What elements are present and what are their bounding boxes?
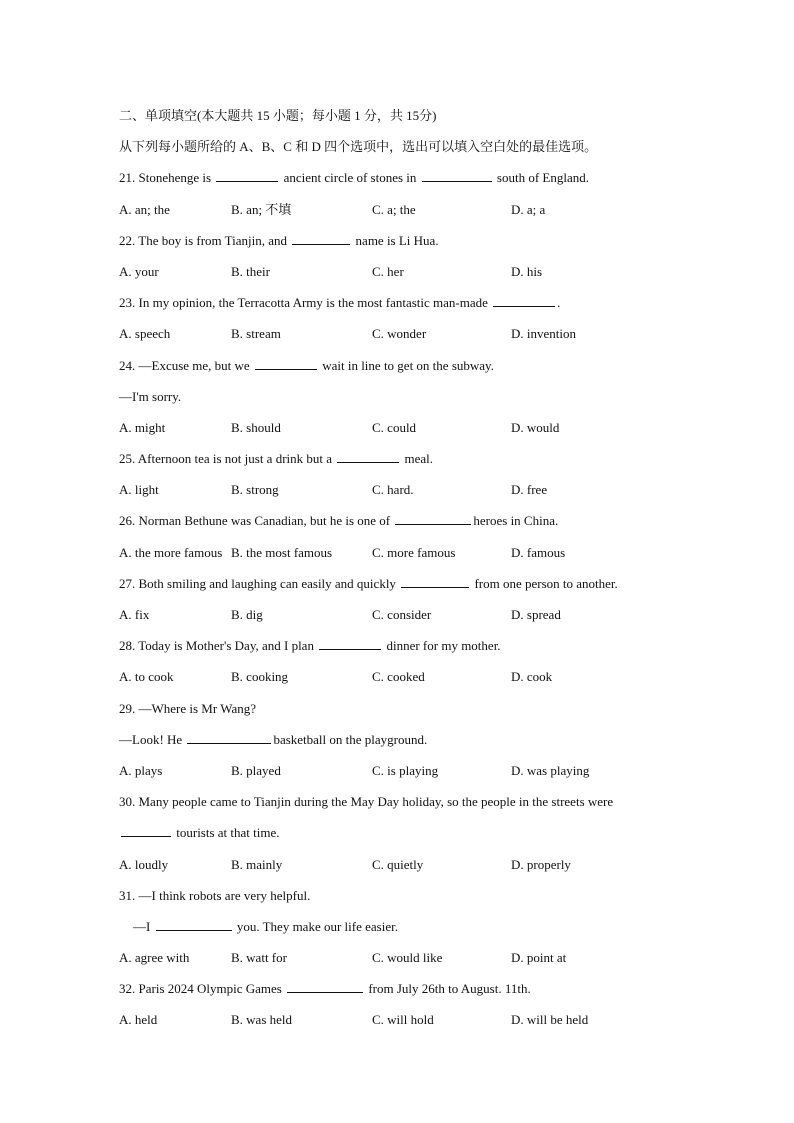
question-text: 26. Norman Bethune was Canadian, but he is one of xyxy=(119,513,394,529)
answer-blank[interactable] xyxy=(255,357,317,370)
question-31-line-1 xyxy=(119,880,694,911)
question-31-options xyxy=(119,942,694,973)
question-text: from one person to another. xyxy=(471,575,618,591)
question-text: dinner for my mother. xyxy=(383,638,501,654)
option-d[interactable]: D. famous xyxy=(511,544,566,560)
option-d[interactable]: D. point at xyxy=(511,950,567,966)
question-text: wait in line to get on the subway. xyxy=(318,357,494,373)
option-b[interactable]: B. strong xyxy=(231,482,279,498)
question-text: 28. Today is Mother's Day, and I plan xyxy=(119,638,318,654)
question-25-options xyxy=(119,474,694,505)
option-d[interactable]: D. was playing xyxy=(511,762,590,778)
option-a[interactable]: A. an; the xyxy=(119,201,170,217)
answer-blank[interactable] xyxy=(493,294,555,307)
question-32-line-1 xyxy=(119,973,694,1004)
question-text: 27. Both smiling and laughing can easily and quickly xyxy=(119,575,400,591)
question-30-line-1 xyxy=(119,786,694,817)
option-a[interactable]: A. the more famous xyxy=(119,544,223,560)
question-text: 25. Afternoon tea is not just a drink but a xyxy=(119,451,336,467)
answer-blank[interactable] xyxy=(292,232,350,245)
question-text: 23. In my opinion, the Terracotta Army is the most fantastic man-made xyxy=(119,295,492,311)
option-d[interactable]: D. would xyxy=(511,419,560,435)
question-text: name is Li Hua. xyxy=(352,232,439,248)
option-c[interactable]: C. consider xyxy=(372,607,432,622)
option-d[interactable]: D. a; a xyxy=(511,201,546,217)
question-32-options xyxy=(119,1004,694,1035)
question-30-line-2 xyxy=(119,817,694,848)
question-text: —I'm sorry. xyxy=(119,388,182,404)
question-28-line-1 xyxy=(119,630,694,661)
question-21-options xyxy=(119,194,694,225)
option-a[interactable]: A. speech xyxy=(119,326,171,342)
option-b[interactable]: B. mainly xyxy=(231,856,283,872)
question-text: —I xyxy=(133,918,154,934)
option-b[interactable]: B. should xyxy=(231,419,281,435)
option-a[interactable]: A. plays xyxy=(119,762,163,778)
option-d[interactable]: D. spread xyxy=(511,607,561,622)
question-text: tourists at that time. xyxy=(173,825,280,841)
option-a[interactable]: A. agree with xyxy=(119,950,190,966)
question-22-options xyxy=(119,256,694,287)
option-d[interactable]: D. free xyxy=(511,482,548,498)
section-instructions: 从下列每小题所给的 A、B、C 和 D 四个选项中，选出可以填入空白处的最佳选项。 xyxy=(119,139,598,155)
option-a[interactable]: A. light xyxy=(119,482,159,498)
answer-blank[interactable] xyxy=(287,980,363,993)
question-25-line-1 xyxy=(119,443,694,474)
option-b[interactable]: B. an; 不填 xyxy=(231,201,292,217)
option-c[interactable]: C. is playing xyxy=(372,762,439,778)
option-c[interactable]: C. could xyxy=(372,419,417,435)
answer-blank[interactable] xyxy=(121,824,171,837)
answer-blank[interactable] xyxy=(401,575,469,588)
question-text: 24. —Excuse me, but we xyxy=(119,357,253,373)
option-a[interactable]: A. held xyxy=(119,1012,158,1028)
question-22-line-1 xyxy=(119,225,694,256)
option-a[interactable]: A. fix xyxy=(119,607,150,622)
option-a[interactable]: A. loudly xyxy=(119,856,169,872)
option-c[interactable]: C. wonder xyxy=(372,326,427,342)
option-b[interactable]: B. cooking xyxy=(231,669,289,685)
option-d[interactable]: D. properly xyxy=(511,856,571,872)
option-c[interactable]: C. cooked xyxy=(372,669,425,685)
question-21-line-1 xyxy=(119,162,694,193)
question-text: —Look! He xyxy=(119,731,186,747)
option-c[interactable]: C. will hold xyxy=(372,1012,434,1028)
question-text: 22. The boy is from Tianjin, and xyxy=(119,232,291,248)
answer-blank[interactable] xyxy=(216,169,278,182)
option-c[interactable]: C. quietly xyxy=(372,856,424,872)
question-text: you. They make our life easier. xyxy=(233,918,398,934)
option-c[interactable]: C. more famous xyxy=(372,544,456,560)
question-26-line-1 xyxy=(119,505,694,536)
option-d[interactable]: D. his xyxy=(511,263,543,279)
question-24-options xyxy=(119,412,694,443)
answer-blank[interactable] xyxy=(319,637,381,650)
option-d[interactable]: D. invention xyxy=(511,326,576,342)
question-list xyxy=(119,162,694,1035)
question-text: 32. Paris 2024 Olympic Games xyxy=(119,981,286,997)
option-c[interactable]: C. hard. xyxy=(372,482,414,498)
question-text: south of England. xyxy=(493,170,589,186)
option-d[interactable]: D. will be held xyxy=(511,1012,589,1028)
question-24-line-2 xyxy=(119,381,694,412)
question-text: heroes in China. xyxy=(473,513,559,529)
answer-blank[interactable] xyxy=(422,169,492,182)
question-24-line-1 xyxy=(119,350,694,381)
option-c[interactable]: C. a; the xyxy=(372,201,416,217)
question-text: from July 26th to August. 11th. xyxy=(365,981,531,997)
exam-content xyxy=(119,100,694,1036)
question-text: basketball on the playground. xyxy=(273,731,428,747)
question-27-line-1 xyxy=(119,568,694,599)
question-31-line-2 xyxy=(119,911,694,942)
option-b[interactable]: B. the most famous xyxy=(231,544,333,560)
question-23-line-1 xyxy=(119,287,694,318)
option-c[interactable]: C. her xyxy=(372,263,404,279)
option-b[interactable]: B. stream xyxy=(231,326,281,342)
question-text: meal. xyxy=(401,451,434,467)
question-28-options xyxy=(119,661,694,692)
question-text: 21. Stonehenge is xyxy=(119,170,215,186)
option-b[interactable]: B. dig xyxy=(231,607,263,622)
question-text: 30. Many people came to Tianjin during the May Day holiday, so the people in the streets were xyxy=(119,794,614,810)
option-a[interactable]: A. to cook xyxy=(119,669,174,685)
question-29-options xyxy=(119,755,694,786)
option-b[interactable]: B. played xyxy=(231,762,281,778)
answer-blank[interactable] xyxy=(187,731,271,744)
option-b[interactable]: B. watt for xyxy=(231,950,287,966)
option-b[interactable]: B. their xyxy=(231,263,270,279)
question-26-options xyxy=(119,537,694,568)
option-a[interactable]: A. your xyxy=(119,263,159,279)
option-d[interactable]: D. cook xyxy=(511,669,553,685)
question-29-line-2 xyxy=(119,724,694,755)
question-text: . xyxy=(557,295,561,311)
question-text: ancient circle of stones in xyxy=(280,170,420,186)
option-b[interactable]: B. was held xyxy=(231,1012,293,1028)
answer-blank[interactable] xyxy=(337,450,399,463)
question-text: 29. —Where is Mr Wang? xyxy=(119,700,256,716)
answer-blank[interactable] xyxy=(156,918,232,931)
question-27-options xyxy=(119,599,694,630)
question-text: 31. —I think robots are very helpful. xyxy=(119,887,311,903)
answer-blank[interactable] xyxy=(395,512,471,525)
question-29-line-1 xyxy=(119,693,694,724)
section-heading: 二、单项填空(本大题共 15 小题；每小题 1 分，共 15分) xyxy=(119,108,437,123)
question-23-options xyxy=(119,318,694,349)
option-a[interactable]: A. might xyxy=(119,419,166,435)
question-30-options xyxy=(119,849,694,880)
option-c[interactable]: C. would like xyxy=(372,950,443,966)
